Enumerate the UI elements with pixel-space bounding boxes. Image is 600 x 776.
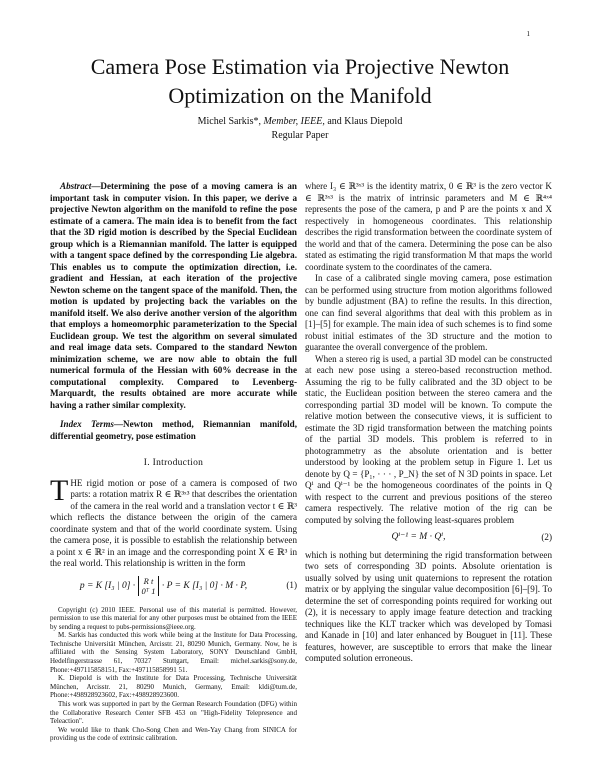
abstract <box>50 181 297 411</box>
index-terms <box>50 419 297 442</box>
authors-member: Member, IEEE, <box>263 116 325 127</box>
authors-part1: Michel Sarkis*, <box>197 116 264 127</box>
equation-2-number: (2) <box>541 532 552 542</box>
right-paragraph-4: which is nothing but determining the rigid transformation between two sets of corresponding 3D points. Absolute orientation is usually solved by using unit quaternions to represent the rotation matrix or by applying the singular value decomposition [6]–[9]. To determine the set of corresponding points required for working out (2), it is necessary to apply image feature detection and tracking techniques like the KLT tracker which was developed by Tomasi and Kanade in [10] and later enhanced by Bouguet in [11]. These features, however, are susceptible to errors that make the linear computed solution erroneous. <box>305 549 552 663</box>
right-paragraph-1: where I₃ ∈ ℝ³ˣ³ is the identity matrix, 0 ∈ ℝ³ is the zero vector K ∈ ℝ³ˣ³ is the matrix of intrinsic parameters and M ∈ ℝ⁴ˣ⁴ represents the pose of the camera, p and P are the points x and X respectively in homogeneous coordinates. This relationship describes the rigid transformation between the coordinate system of the world and that of the camera. Determining the pose can be also stated as estimating the rigid transformation M that maps the world coordinate system to the coordinates of the camera. <box>305 181 552 272</box>
equation-2 <box>305 532 552 544</box>
abstract-lead: Abstract <box>60 181 92 191</box>
paper-title <box>40 52 560 110</box>
authors-part2: and Klaus Diepold <box>324 116 403 127</box>
intro-paragraph-1 <box>50 473 297 570</box>
equation-1 <box>50 576 297 596</box>
drop-cap: T <box>50 473 69 507</box>
abstract-text: —Determining the pose of a moving camera is an important task in computer vision. In this paper, we derive a projective Newton algorithm on the manifold to refine the pose estimate of a camera. The main idea is to benefit from the fact that the 3D rigid motion is described by the Special Euclidean group which is a Riemannian manifold. The latter is equipped with a tangent space defined by the corresponding Lie algebra. This enables us to compute the optimization direction, i.e. gradient and Hessian, at each iteration of the projective Newton scheme on the tangent space of the manifold. Then, the motion is updated by projecting back the variables on the manifold itself. We also derive another version of the algorithm that employs a homeomorphic parameterization to the Special Euclidean group. We test the algorithm on several simulated and real image data sets. Compared to the standard Newton minimization scheme, we are now able to obtain the full numerical formula of the Hessian with 60% decrease in the computational complexity. Compared to Levenberg-Marquardt, the results obtained are more accurate while having a rather similar complexity. <box>50 181 297 410</box>
eq1-matrix-row-1: R t <box>143 575 154 586</box>
right-paragraph-3: When a stereo rig is used, a partial 3D model can be constructed at each new pose using a stereo-based reconstruction method. Assuming the rig to be fully calibrated and the 3D object to be static, the Euclidean position between the stereo camera and the corresponding partial 3D model will be known. To compute the relative motion between the consecutive views, it is sufficient to estimate the 3D rigid transformation between the matching points of the partial 3D models. This problem is referred to in photogrammetry as the absolute orientation and is better understood by looking at the problem setup in Figure 1. Let us denote by Q = {P₁, · · · , P_N} the set of N 3D points in space. Let Qⁱ and Qⁱ⁻¹ be the homogeneous coordinates of the points in Q with respect to the current and previous positions of the stereo camera respectively. The relative motion of the rig can be computed by solving the following least-squares problem <box>305 353 552 525</box>
eq1-matrix-row-2: 0ᵀ 1 <box>141 585 156 596</box>
left-column <box>50 181 297 743</box>
footnote-funding: This work was supported in part by the German Research Foundation (DFG) within the Collaborative Research Center SFB 453 on "High-Fidelity Telepresence and Teleaction". <box>50 700 297 726</box>
right-paragraph-2: In case of a calibrated single moving camera, pose estimation can be performed using structure from motion algorithms followed by bundle adjustment (BA) to refine the results. In this direction, one can find several algorithms that deal with this problem as in [1]–[5] for example. The main idea of such schemes is to find some robust initial estimates of the 3D structure and the motion to guarantee the overall convergence of the problem. <box>305 273 552 352</box>
equation-1-body <box>50 576 277 596</box>
equation-2-body: Qⁱ⁻¹ = M · Qⁱ, <box>391 532 446 542</box>
index-terms-text: —Newton method, Riemannian manifold, differential geometry, pose estimation <box>50 419 297 441</box>
index-terms-lead: Index Terms <box>60 419 114 429</box>
footnotes <box>50 606 297 744</box>
eq1-lhs: p = K [I₃ | 0] · <box>79 580 138 591</box>
title-line-1: Camera Pose Estimation via Projective Newton <box>90 54 510 79</box>
footnote-acknowledgement: We would like to thank Cho-Song Chen and Wen-Yay Chang from SINICA for providing us the code of extrinsic calibration. <box>50 725 297 743</box>
equation-1-number: (1) <box>286 579 297 590</box>
footnote-author-2: K. Diepold is with the Institute for Data Processing, Technische Universität München, Arcisstr. 21, 80290 Munich, Germany, Email: kldi@tum.de, Phone:+498928923602, Fax:+498928923600. <box>50 674 297 700</box>
eq1-rhs: · P = K [I₃ | 0] · M · P, <box>159 580 248 591</box>
paper-type: Regular Paper <box>271 130 329 141</box>
eq1-matrix <box>138 576 160 596</box>
page-number: 1 <box>526 30 530 38</box>
footnote-copyright: Copyright (c) 2010 IEEE. Personal use of this material is permitted. However, permission to use this material for any other purposes must be obtained from the IEEE by sending a request to pubs-permissions@ieee.org. <box>50 605 297 631</box>
footnote-author-1: M. Sarkis has conducted this work while being at the Institute for Data Processing, Technische Universität München, Arcisstr. 21, 80290 Munich, Germany. Now, he is affiliated with the Sensing System Laboratory, SONY Deutschland GmbH, Hedelfingerstrasse 61, 70327 Stuttgart, Email: michel.sarkis@sony.de, Phone:+497115858151, Fax:+497115858991 51. <box>50 631 297 674</box>
section-heading-introduction: I. Introduction <box>143 458 204 468</box>
author-line <box>40 116 560 128</box>
intro-text: HE rigid motion or pose of a camera is composed of two parts: a rotation matrix R ∈ ℝ³ˣ³ that describes the orientation of the camera in the real world and a translation vector t ∈ ℝ³ which reflects the distance between the origin of the camera coordinate system and that of the world coordinate system. Using the camera pose, it is possible to establish the relationship between a point x ∈ ℝ² in an image and the corresponding point X ∈ ℝ³ in the real world. This relationship is written in the form <box>50 477 297 568</box>
right-column <box>305 181 552 665</box>
title-line-2: Optimization on the Manifold <box>168 83 432 108</box>
